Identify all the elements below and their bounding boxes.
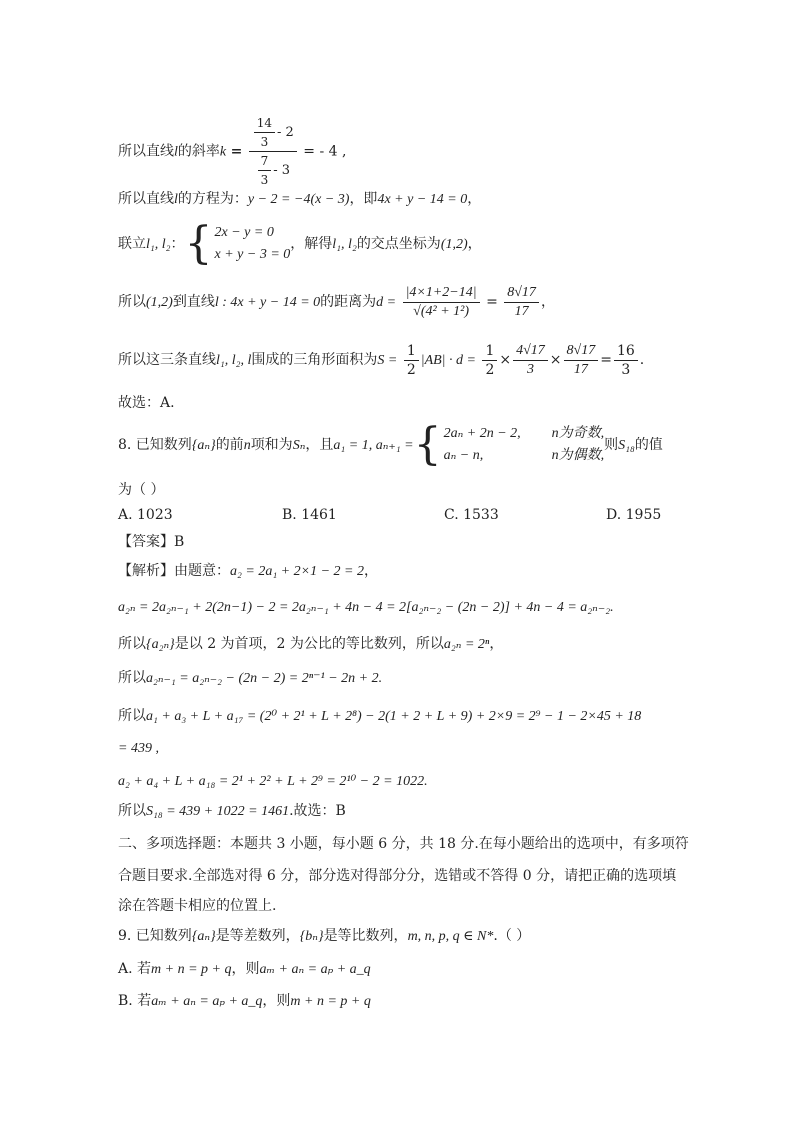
text: . — [639, 352, 645, 368]
text: ，且 — [305, 437, 334, 453]
frac-rest: - 2 — [277, 125, 294, 140]
cases — [444, 423, 605, 467]
frac-num: 8√17 — [504, 284, 539, 303]
math: aₘ + aₙ = aₚ + a_q — [151, 994, 263, 1009]
times: × — [549, 352, 562, 368]
frac-den: 3 — [260, 173, 269, 187]
distance-value — [504, 284, 539, 321]
frac — [564, 342, 599, 379]
equals: = — [230, 143, 243, 160]
case: 2aₙ + 2n − 2, — [443, 426, 521, 441]
text: 围成的三角形面积为 — [251, 352, 378, 368]
text: ： — [170, 236, 185, 252]
math: a₂ₙ₋₁ = a₂ₙ₋₂ − (2n − 2) = 2ⁿ⁻¹ − 2n + 2. — [146, 671, 383, 686]
result: = - 4 , — [303, 143, 347, 160]
text: 的交点坐标为 — [356, 236, 441, 252]
case-cond: n为奇数, — [551, 426, 605, 441]
frac-num: |4×1+2−14| — [403, 284, 480, 303]
text: ，则 — [262, 993, 291, 1009]
analysis-6: = 439 , — [118, 741, 159, 756]
text: 8. 已知数列 — [118, 437, 192, 453]
section-2-line-3: 涂在答题卡相应的位置上. — [118, 898, 277, 914]
math: a₂ₙ = 2ⁿ — [443, 637, 490, 652]
var-l: l — [174, 192, 178, 207]
math: {aₙ} — [191, 438, 216, 453]
frac-den: 17 — [573, 361, 588, 377]
math: {aₙ} — [191, 929, 216, 944]
text: 所以直线 — [118, 143, 174, 160]
math: S = — [377, 353, 398, 368]
half — [482, 342, 497, 379]
frac-num: 16 — [614, 342, 638, 361]
frac-num: 1 — [404, 342, 419, 361]
brace-icon: { — [413, 419, 442, 470]
frac-rest: - 3 — [273, 163, 290, 178]
frac — [513, 342, 548, 379]
frac-den: 2 — [406, 361, 416, 378]
math: m, n, p, q ∈ N* — [407, 929, 494, 944]
option-b[interactable]: B. 1461 — [282, 507, 337, 523]
text: 所以 — [118, 294, 146, 310]
text: 到直线 — [172, 294, 215, 310]
half — [404, 342, 419, 379]
math: 4x + y − 14 = 0 — [377, 192, 468, 207]
text: 联立 — [118, 236, 146, 252]
math: aₘ + aₙ = aₚ + a_q — [259, 962, 371, 977]
text: A. 若 — [118, 961, 152, 977]
frac-den: 3 — [621, 361, 631, 378]
text: .（ ） — [493, 928, 531, 944]
math: (1,2) — [146, 295, 173, 310]
frac-num: 7 — [258, 152, 272, 171]
math: a₂ = 2a₁ + 2×1 − 2 = 2 — [230, 564, 364, 579]
question-8-cont: 为（ ） — [118, 482, 165, 498]
text: ，解得 — [290, 236, 333, 252]
slope-fraction — [249, 114, 297, 189]
frac-den: √(4² + 1²) — [413, 303, 470, 319]
option-a[interactable]: A. 1023 — [118, 507, 173, 523]
text: 所以直线 — [118, 191, 174, 207]
math: y − 2 = −4(x − 3) — [247, 192, 350, 207]
equation-line — [118, 189, 481, 210]
frac-num: 4√17 — [513, 342, 548, 361]
question-9 — [118, 926, 530, 947]
math: (1,2) — [440, 237, 468, 252]
math: |AB| · d = — [420, 353, 476, 368]
analysis-3 — [118, 634, 503, 655]
math: l₁, l₂ — [332, 237, 357, 252]
text: B. 若 — [118, 993, 152, 1009]
text: 的距离为 — [320, 294, 377, 310]
frac-den: 3 — [260, 135, 269, 149]
text: 【解析】由题意： — [118, 563, 230, 579]
distance-fraction — [403, 284, 480, 321]
text: 是等比数列， — [323, 928, 408, 944]
text: ，即 — [349, 191, 378, 207]
choose-a: 故选：A. — [118, 395, 175, 411]
question-9-option-a[interactable] — [118, 959, 371, 980]
math: S₁₈ = 439 + 1022 = 1461 — [146, 804, 290, 819]
text: 所以 — [118, 803, 146, 819]
section-2-line-1: 二、多项选择题：本题共 3 小题，每小题 6 分，共 18 分.在每小题给出的选项中，有多项符 — [118, 836, 689, 852]
text: ， — [467, 236, 482, 252]
text: ， — [467, 191, 482, 207]
var-k: k — [219, 144, 227, 160]
text: 的值 — [634, 437, 663, 453]
text: 则 — [604, 437, 619, 453]
equals: = — [600, 352, 612, 368]
math: Sₙ — [292, 438, 306, 453]
option-c[interactable]: C. 1533 — [444, 507, 499, 523]
text: ，则 — [231, 961, 260, 977]
area-line — [118, 338, 644, 383]
system-line — [118, 218, 482, 269]
text: 的斜率 — [177, 143, 220, 160]
distance-line — [118, 280, 555, 325]
analysis-7: a₂ + a₄ + L + a₁₈ = 2¹ + 2² + L + 2⁹ = 2¹⁰ − 2 = 1022. — [118, 774, 428, 789]
text: .故选：B — [289, 803, 346, 819]
analysis-5 — [118, 706, 641, 727]
text: 是以 2 为首项，2 为公比的等比数列，所以 — [174, 636, 444, 652]
math: {a₂ₙ} — [146, 637, 175, 652]
analysis-1 — [118, 561, 378, 582]
analysis-2: a₂ₙ = 2a₂ₙ₋₁ + 2(2n−1) − 2 = 2a₂ₙ₋₁ + 4n − 4 = 2[a₂ₙ₋₂ − (2n − 2)] + 4n − 4 = a₂ₙ₋₂. — [118, 600, 614, 615]
case-cond: n为偶数, — [551, 448, 605, 463]
text: 所以这三条直线 — [118, 352, 216, 368]
case: x + y − 3 = 0 — [214, 247, 291, 262]
frac-den: 3 — [526, 361, 534, 377]
math: l₁, l₂, l — [216, 353, 252, 368]
text: 9. 已知数列 — [118, 928, 192, 944]
frac-num: 14 — [254, 114, 275, 133]
text: ， — [489, 636, 504, 652]
frac — [614, 342, 638, 379]
text: 所以 — [118, 708, 146, 724]
analysis-4 — [118, 668, 382, 689]
math: a₁ + a₃ + L + a₁₇ = (2⁰ + 2¹ + L + 2⁸) − 2(1 + 2 + L + 9) + 2×9 = 2⁹ − 1 − 2×45 + 18 — [146, 709, 642, 724]
text: 的方程为： — [177, 191, 248, 207]
math: S₁₈ — [618, 438, 635, 453]
slope-line — [118, 114, 346, 189]
frac-den: 2 — [485, 361, 495, 378]
section-2-line-2: 合题目要求.全部选对得 6 分，部分选对得部分分，选错或不答得 0 分，请把正确的选项填 — [118, 868, 677, 884]
math: m + n = p + q — [151, 962, 232, 977]
times: × — [499, 352, 512, 368]
case: 2x − y = 0 — [214, 225, 274, 240]
text: ， — [363, 563, 378, 579]
answer: 【答案】B — [118, 534, 185, 550]
text: ， — [540, 294, 555, 310]
frac-num: 8√17 — [564, 342, 599, 361]
text: 所以 — [118, 636, 146, 652]
question-8 — [118, 419, 663, 470]
analysis-8 — [118, 801, 346, 822]
equals: = — [486, 294, 498, 310]
math: m + n = p + q — [290, 994, 371, 1009]
frac-den: 17 — [514, 303, 529, 319]
math: n — [243, 438, 251, 453]
text: 的前 — [215, 437, 244, 453]
option-d[interactable]: D. 1955 — [606, 507, 662, 523]
math: {bₙ} — [299, 929, 324, 944]
math: l : 4x + y − 14 = 0 — [214, 295, 321, 310]
math: l₁, l₂ — [146, 237, 171, 252]
var-l: l — [174, 144, 178, 160]
brace-icon: { — [184, 218, 213, 269]
text: 项和为 — [250, 437, 293, 453]
text: 是等差数列， — [215, 928, 300, 944]
math: a₁ = 1, aₙ₊₁ = — [333, 438, 414, 453]
case: aₙ − n, — [443, 448, 484, 463]
cases — [215, 222, 291, 266]
text: 所以 — [118, 670, 146, 686]
question-9-option-b[interactable] — [118, 991, 371, 1012]
frac-num: 1 — [482, 342, 497, 361]
math: d = — [376, 295, 397, 310]
